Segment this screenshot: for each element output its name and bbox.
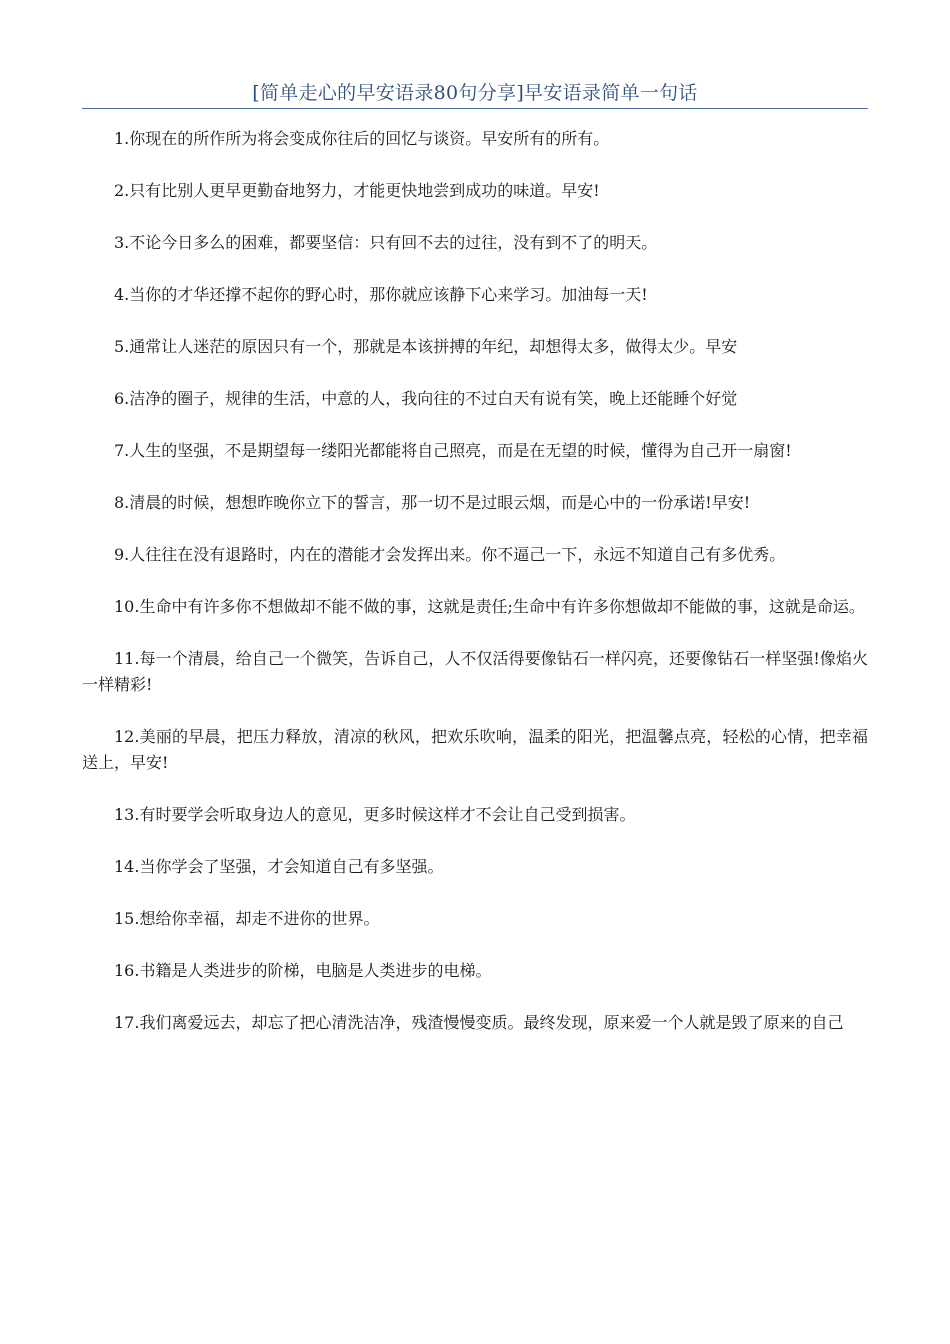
quote-list [82, 126, 868, 1062]
quote-item: 9.人往往在没有退路时，内在的潜能才会发挥出来。你不逼己一下，永远不知道自己有多优秀。 [114, 545, 786, 564]
document-title: [简单走心的早安语录80句分享]早安语录简单一句话 [252, 82, 698, 104]
quote-item: 11.每一个清晨，给自己一个微笑，告诉自己，人不仅活得要像钻石一样闪亮，还要像钻石一样坚强!像焰火一样精彩! [82, 649, 868, 694]
quote-item: 1.你现在的所作所为将会变成你往后的回忆与谈资。早安所有的所有。 [114, 129, 610, 148]
quote-item: 14.当你学会了坚强，才会知道自己有多坚强。 [114, 857, 444, 876]
quote-item: 2.只有比别人更早更勤奋地努力，才能更快地尝到成功的味道。早安! [114, 181, 600, 200]
quote-item: 7.人生的坚强，不是期望每一缕阳光都能将自己照亮，而是在无望的时候，懂得为自己开一扇窗! [114, 441, 792, 460]
quote-item: 5.通常让人迷茫的原因只有一个，那就是本该拼搏的年纪，却想得太多，做得太少。早安 [114, 337, 738, 356]
quote-item: 17.我们离爱远去，却忘了把心清洗洁净，残渣慢慢变质。最终发现，原来爱一个人就是毁了原来的自己 [114, 1013, 844, 1032]
quote-item: 3.不论今日多么的困难，都要坚信：只有回不去的过往，没有到不了的明天。 [114, 233, 658, 252]
quote-item: 12.美丽的早晨，把压力释放，清凉的秋风，把欢乐吹响，温柔的阳光，把温馨点亮，轻松的心情，把幸福送上，早安! [82, 727, 868, 772]
quote-item: 13.有时要学会听取身边人的意见，更多时候这样才不会让自己受到损害。 [114, 805, 636, 824]
quote-item: 6.洁净的圈子，规律的生活，中意的人，我向往的不过白天有说有笑，晚上还能睡个好觉 [114, 389, 738, 408]
title-underline [82, 108, 868, 109]
quote-item: 15.想给你幸福，却走不进你的世界。 [114, 909, 380, 928]
quote-item: 16.书籍是人类进步的阶梯，电脑是人类进步的电梯。 [114, 961, 492, 980]
quote-item: 8.清晨的时候，想想昨晚你立下的誓言，那一切不是过眼云烟，而是心中的一份承诺!早安! [114, 493, 751, 512]
quote-item: 4.当你的才华还撑不起你的野心时，那你就应该静下心来学习。加油每一天! [114, 285, 648, 304]
quote-item: 10.生命中有许多你不想做却不能不做的事，这就是责任;生命中有许多你想做却不能做的事，这就是命运。 [114, 597, 865, 616]
